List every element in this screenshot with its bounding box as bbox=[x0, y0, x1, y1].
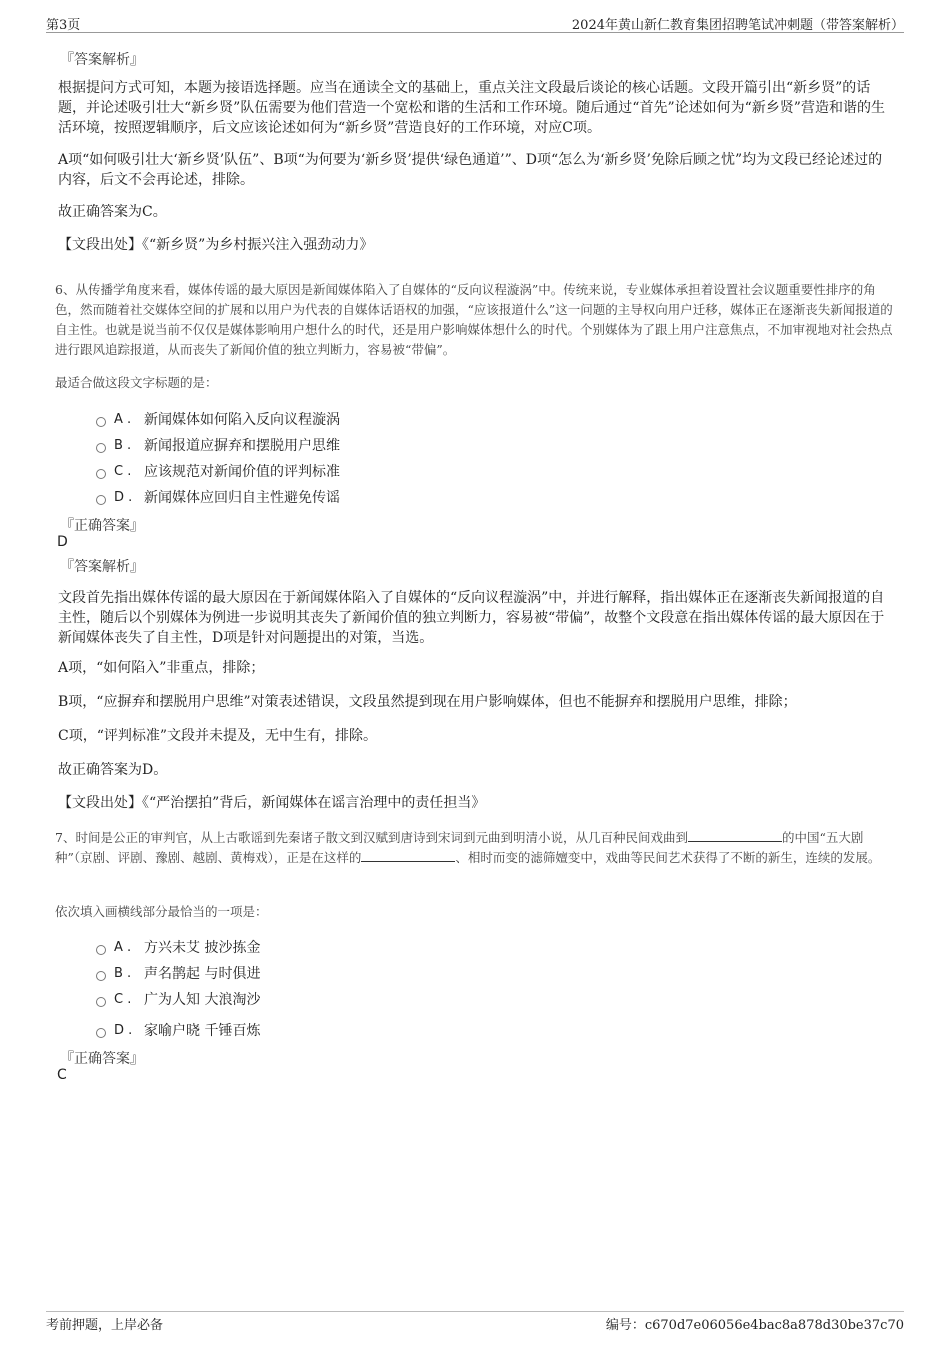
radio-icon[interactable] bbox=[96, 971, 106, 981]
header-divider bbox=[46, 32, 904, 33]
document-title: 2024年黄山新仁教育集团招聘笔试冲刺题（带答案解析） bbox=[571, 18, 904, 33]
question-6-option-b[interactable] bbox=[96, 435, 340, 455]
fill-blank bbox=[688, 829, 782, 842]
correct-answer: D bbox=[57, 534, 68, 550]
option-letter: C . bbox=[114, 463, 132, 479]
conclusion-text: 故正确答案为C。 bbox=[58, 204, 167, 220]
radio-icon[interactable] bbox=[96, 417, 106, 427]
question-7-option-b[interactable] bbox=[96, 963, 260, 983]
radio-icon[interactable] bbox=[96, 443, 106, 453]
question-7-text-part: 7、时间是公正的审判官，从上古歌谣到先秦诸子散文到汉赋到唐诗到宋词到元曲到明清小说，从几百种民间戏曲到 bbox=[55, 830, 688, 845]
question-7-option-d[interactable] bbox=[96, 1020, 260, 1040]
analysis-paragraph: 文段首先指出媒体传谣的最大原因在于新闻媒体陷入了自媒体的“反向议程漩涡”中，并进行解释，指出媒体正在逐渐丧失新闻报道的自主性，随后以个别媒体为例进一步说明其丧失了新闻价值的独立判断力，容易被“带偏”，故整个文段意在指出媒体传谣的最大原因在于新闻媒体丧失了自主性，D项是针对问题提出的对策，当选。 bbox=[58, 590, 885, 646]
source-text: 【文段出处】《“严治摆拍”背后，新闻媒体在谣言治理中的责任担当》 bbox=[58, 795, 486, 811]
question-6-option-c[interactable] bbox=[96, 461, 340, 481]
option-text: 应该规范对新闻价值的评判标准 bbox=[144, 464, 340, 480]
option-text: 新闻媒体如何陷入反向议程漩涡 bbox=[144, 412, 340, 428]
option-text: 新闻报道应摒弃和摆脱用户思维 bbox=[144, 438, 340, 454]
analysis-paragraph: C项，“评判标准”文段并未提及，无中生有，排除。 bbox=[58, 728, 378, 744]
fill-blank bbox=[361, 849, 455, 862]
question-6-prompt: 最适合做这段文字标题的是： bbox=[55, 375, 218, 390]
option-letter: C . bbox=[114, 991, 132, 1007]
analysis-label: 『答案解析』 bbox=[60, 52, 144, 68]
question-6-option-d[interactable] bbox=[96, 487, 340, 507]
document-id: 编号：c670d7e06056e4bac8a878d30be37c70 bbox=[605, 1318, 904, 1333]
question-7-option-a[interactable] bbox=[96, 937, 260, 957]
radio-icon[interactable] bbox=[96, 469, 106, 479]
option-letter: D . bbox=[114, 489, 133, 505]
option-letter: A . bbox=[114, 939, 132, 955]
option-text: 新闻媒体应回归自主性避免传谣 bbox=[144, 490, 340, 506]
footer-divider bbox=[46, 1311, 904, 1312]
radio-icon[interactable] bbox=[96, 945, 106, 955]
analysis-paragraph: B项，“应摒弃和摆脱用户思维”对策表述错误，文段虽然提到现在用户影响媒体，但也不能摒弃和摆脱用户思维，排除； bbox=[58, 694, 797, 710]
question-7-text-part: 、相时而变的滤筛嬗变中，戏曲等民间艺术获得了不断的新生，连续的发展。 bbox=[455, 850, 881, 865]
analysis-paragraph: A项，“如何陷入”非重点，排除； bbox=[58, 660, 265, 676]
option-text: 家喻户晓 千锤百炼 bbox=[144, 1023, 261, 1039]
question-7-text bbox=[55, 828, 900, 868]
conclusion-text: 故正确答案为D。 bbox=[58, 762, 168, 778]
correct-answer: C bbox=[57, 1067, 67, 1083]
radio-icon[interactable] bbox=[96, 1028, 106, 1038]
question-7-prompt: 依次填入画横线部分最恰当的一项是： bbox=[55, 904, 268, 919]
option-text: 声名鹊起 与时俱进 bbox=[144, 966, 261, 982]
option-letter: B . bbox=[114, 437, 132, 453]
question-7-option-c[interactable] bbox=[96, 989, 260, 1009]
analysis-paragraph: 根据提问方式可知，本题为接语选择题。应当在通读全文的基础上，重点关注文段最后谈论的核心话题。文段开篇引出“新乡贤”的话题，并论述吸引壮大“新乡贤”队伍需要为他们营造一个宽松和谐的生活和工作环境。随后通过“首先”论述如何为“新乡贤”营造和谐的生活环境，按照逻辑顺序，后文应该论述如何为“新乡贤”营造良好的工作环境，对应C项。 bbox=[58, 80, 885, 136]
page-number: 第3页 bbox=[46, 18, 81, 33]
radio-icon[interactable] bbox=[96, 495, 106, 505]
option-text: 方兴未艾 披沙拣金 bbox=[144, 940, 261, 956]
option-letter: D . bbox=[114, 1022, 133, 1038]
source-text: 【文段出处】《“新乡贤”为乡村振兴注入强劲动力》 bbox=[58, 237, 374, 253]
option-letter: B . bbox=[114, 965, 132, 981]
correct-answer-label: 『正确答案』 bbox=[60, 518, 144, 534]
option-letter: A . bbox=[114, 411, 132, 427]
option-text: 广为人知 大浪淘沙 bbox=[144, 992, 261, 1008]
correct-answer-label: 『正确答案』 bbox=[60, 1051, 144, 1067]
analysis-label: 『答案解析』 bbox=[60, 559, 144, 575]
question-6-text: 6、从传播学角度来看，媒体传谣的最大原因是新闻媒体陷入了自媒体的“反向议程漩涡”中。传统来说，专业媒体承担着设置社会议题重要性排序的角色，然而随着社交媒体空间的扩展和以用户为代表的自媒体话语权的加强，“应该报道什么”这一问题的主导权向用户迁移，媒体正在逐渐丧失新闻报道的自主性。也就是说当前不仅仅是媒体影响用户想什么的时代，还是用户影响媒体想什么的时代。个别媒体为了跟上用户注意焦点，不加审视地对社会热点进行跟风追踪报道，从而丧失了新闻价值的独立判断力，容易被“带偏”。 bbox=[55, 282, 893, 357]
analysis-paragraph: A项“如何吸引壮大‘新乡贤’队伍”、B项“为何要为‘新乡贤’提供‘绿色通道’”、D项“怎么为‘新乡贤’免除后顾之忧”均为文段已经论述过的内容，后文不会再论述，排除。 bbox=[58, 152, 883, 188]
footer-slogan: 考前押题，上岸必备 bbox=[46, 1318, 164, 1333]
question-7-text-part: 的中国“五大剧种”（京剧、评剧、豫剧、越剧、黄梅戏），正是在这样的 bbox=[55, 830, 864, 865]
question-6-option-a[interactable] bbox=[96, 409, 340, 429]
radio-icon[interactable] bbox=[96, 997, 106, 1007]
